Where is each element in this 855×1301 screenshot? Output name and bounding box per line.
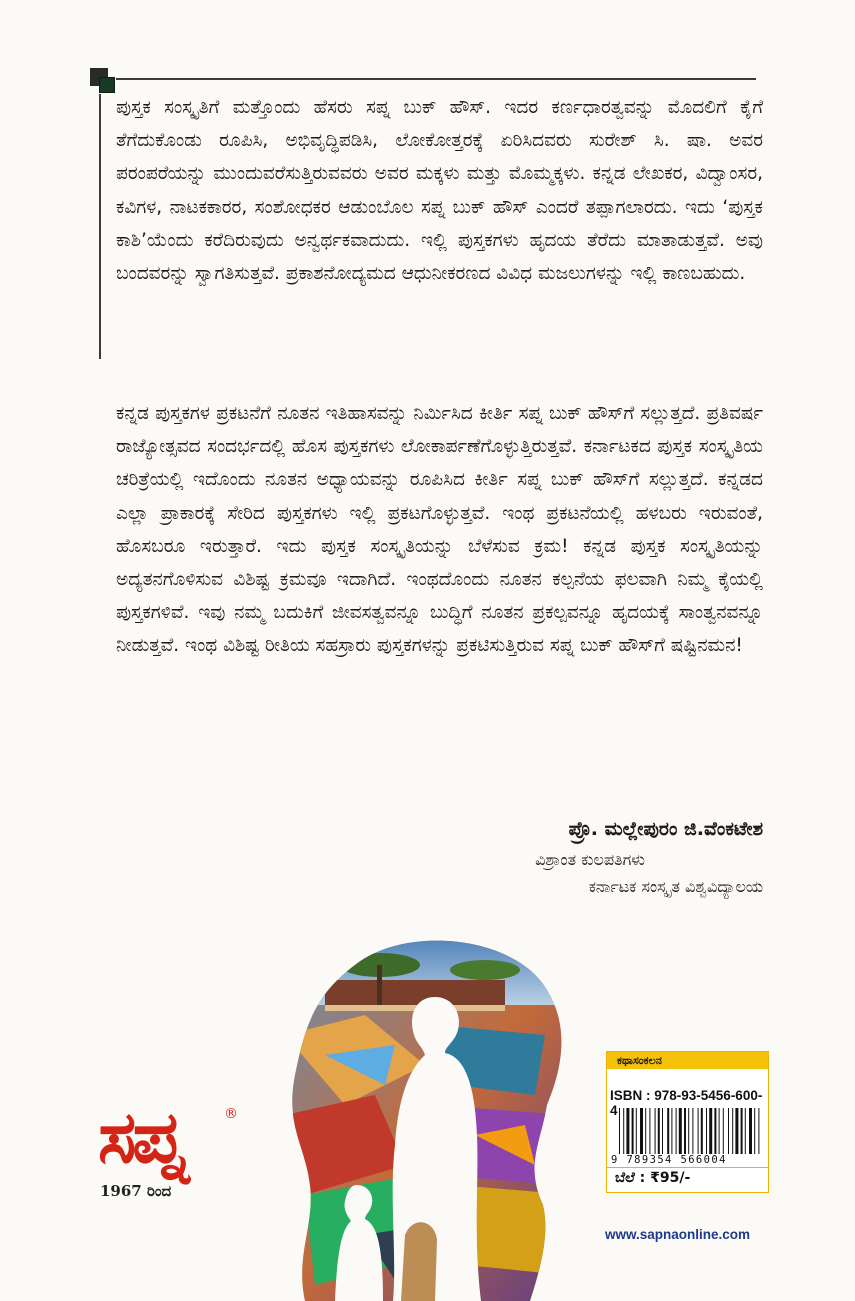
blurb-paragraph-1: ಪುಸ್ತಕ ಸಂಸ್ಕೃತಿಗೆ ಮತ್ತೊಂದು ಹೆಸರು ಸಪ್ನ ಬುಕ್ ಹೌಸ್. ಇದರ ಕರ್ಣಧಾರತ್ವವನ್ನು ಮೊದಲಿಗೆ ಕೈಗೆ ತೆಗೆದುಕೊಂಡು ರೂಪಿಸಿ, ಅಭಿವೃದ್ಧಿಪಡಿಸಿ, ಲೋಕೋತ್ತರಕ್ಕೆ ಏರಿಸಿದವರು ಸುರೇಶ್ ಸಿ. ಷಾ. ಅವರ ಪರಂಪರೆಯನ್ನು ಮುಂದುವರೆಸುತ್ತಿರುವವರು ಅವರ ಮಕ್ಕಳು ಮತ್ತು ಮೊಮ್ಮಕ್ಕಳು. ಕನ್ನಡ ಲೇಖಕರ, ವಿದ್ವಾಂಸರ, ಕವಿಗಳ, ನಾಟಕಕಾರರ, ಸಂಶೋಧಕರ ಆಡುಂಬೊಲ ಸಪ್ನ ಬುಕ್ ಹೌಸ್ ಎಂದರೆ ತಪ್ಪಾಗಲಾರದು. ಇದು ‘ಪುಸ್ತಕ ಕಾಶಿ’ಯೆಂದು ಕರೆದಿರುವುದು ಅನ್ವರ್ಥಕವಾದುದು. ಇಲ್ಲಿ ಪುಸ್ತಕಗಳು ಹೃದಯ ತೆರೆದು ಮಾತಾಡುತ್ತವೆ. ಅವು ಬಂದವರನ್ನು ಸ್ವಾಗತಿಸುತ್ತವೆ. ಪ್ರಕಾಶನೋದ್ಯಮದ ಆಧುನೀಕರಣದ ವಿವಿಧ ಮಜಲುಗಳನ್ನು ಇಲ್ಲಿ ಕಾಣಬಹುದು. — [116, 97, 763, 285]
isbn-price-box — [606, 1051, 769, 1193]
website-link[interactable]: www.sapnaonline.com — [605, 1227, 751, 1242]
genre-label: ಕಥಾಸಂಕಲನ — [607, 1052, 768, 1069]
price-bar — [607, 1167, 768, 1192]
cover-artwork — [285, 935, 590, 1301]
frame-line-vertical — [99, 94, 101, 359]
author-name: ಪ್ರೊ. ಮಲ್ಲೇಪುರಂ ಜಿ.ವೆಂಕಟೇಶ — [568, 818, 763, 840]
author-institution: ಕರ್ನಾಟಕ ಸಂಸ್ಕೃತ ವಿಶ್ವವಿದ್ಯಾಲಯ — [588, 877, 763, 896]
isbn-text: ISBN : 978-93-5456-600-4 — [610, 1088, 763, 1118]
author-title: ವಿಶ್ರಾಂತ ಕುಲಪತಿಗಳು — [535, 850, 645, 869]
blurb-paragraph-2: ಕನ್ನಡ ಪುಸ್ತಕಗಳ ಪ್ರಕಟನೆಗೆ ನೂತನ ಇತಿಹಾಸವನ್ನು ನಿರ್ಮಿಸಿದ ಕೀರ್ತಿ ಸಪ್ನ ಬುಕ್ ಹೌಸ್‌ಗೆ ಸಲ್ಲುತ್ತದೆ. ಪ್ರತಿವರ್ಷ ರಾಜ್ಯೋತ್ಸವದ ಸಂದರ್ಭದಲ್ಲಿ ಹೊಸ ಪುಸ್ತಕಗಳು ಲೋಕಾರ್ಪಣೆಗೊಳ್ಳುತ್ತಿರುತ್ತವೆ. ಕರ್ನಾಟಕದ ಪುಸ್ತಕ ಸಂಸ್ಕೃತಿಯ ಚರಿತ್ರೆಯಲ್ಲಿ ಇದೊಂದು ನೂತನ ಅಧ್ಯಾಯವನ್ನು ರೂಪಿಸಿದ ಕೀರ್ತಿ ಸಪ್ನ ಬುಕ್ ಹೌಸ್‌ಗೆ ಸಲ್ಲುತ್ತದೆ. ಕನ್ನಡದ ಎಲ್ಲಾ ಪ್ರಾಕಾರಕ್ಕೆ ಸೇರಿದ ಪುಸ್ತಕಗಳು ಇಲ್ಲಿ ಪ್ರಕಟಗೊಳ್ಳುತ್ತವೆ. ಇಂಥ ಪ್ರಕಟನೆಯಲ್ಲಿ ಹಳಬರು ಇರುವಂತೆ, ಹೊಸಬರೂ ಇರುತ್ತಾರೆ. ಇದು ಪುಸ್ತಕ ಸಂಸ್ಕೃತಿಯನ್ನು ಬೆಳೆಸುವ ಕ್ರಮ! ಕನ್ನಡ ಪುಸ್ತಕ ಸಂಸ್ಕೃತಿಯನ್ನು ಅದ್ಯತನಗೊಳಿಸುವ ವಿಶಿಷ್ಟ ಕ್ರಮವೂ ಇದಾಗಿದೆ. ಇಂಥದೊಂದು ನೂತನ ಕಲ್ಪನೆಯ ಫಲವಾಗಿ ನಿಮ್ಮ ಕೈಯಲ್ಲಿ ಪುಸ್ತಕಗಳಿವೆ. ಇವು ನಮ್ಮ ಬದುಕಿಗೆ ಜೀವಸತ್ವವನ್ನೂ ಬುದ್ಧಿಗೆ ನೂತನ ಪ್ರಕಲ್ಪವನ್ನೂ ಹೃದಯಕ್ಕೆ ಸಾಂತ್ವನವನ್ನೂ ನೀಡುತ್ತವೆ. ಇಂಥ ವಿಶಿಷ್ಟ ರೀತಿಯ ಸಹಸ್ರಾರು ಪುಸ್ತಕಗಳನ್ನು ಪ್ರಕಟಿಸುತ್ತಿರುವ ಸಪ್ನ ಬುಕ್ ಹೌಸ್‌ಗೆ ಷಷ್ಟಿನಮನ! — [116, 403, 763, 657]
barcode-icon — [617, 1108, 767, 1154]
logo-wordmark: ಸಪ್ನ — [98, 1094, 185, 1179]
registered-mark: ® — [224, 1106, 238, 1122]
frame-line-horizontal — [116, 78, 756, 80]
logo-since-year: 1967 ರಿಂದ — [100, 1182, 172, 1200]
signature-block — [535, 818, 763, 900]
publisher-logo — [98, 1094, 248, 1210]
barcode-number: 9 789354 566004 — [611, 1154, 727, 1166]
price-label: ಬೆಲೆ : ₹95/- — [615, 1170, 691, 1186]
corner-ornament — [90, 68, 116, 94]
